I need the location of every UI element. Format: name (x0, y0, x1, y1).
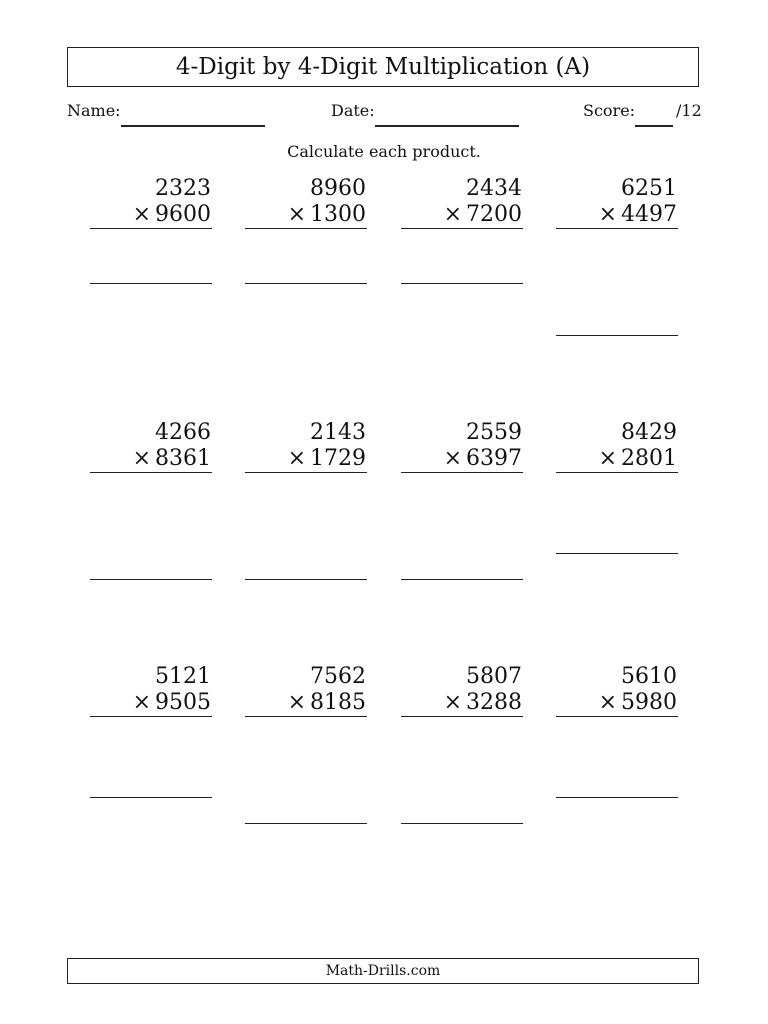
times-sign: × (598, 202, 617, 227)
multiplicand: 8960 (310, 176, 366, 201)
times-sign: × (132, 446, 151, 471)
problem-5 (90, 420, 212, 660)
instructions: Calculate each product. (287, 142, 481, 161)
multiplier-line (599, 202, 677, 228)
score-total: /12 (676, 101, 702, 120)
multiplicand: 5121 (155, 664, 211, 689)
date-line[interactable] (375, 125, 519, 127)
answer-line[interactable] (90, 797, 212, 798)
problem-1 (90, 176, 212, 416)
multiplier: 4497 (621, 202, 677, 227)
worksheet-title: 4-Digit by 4-Digit Multiplication (A) (67, 47, 699, 87)
answer-line[interactable] (245, 283, 367, 284)
multiplier-line (133, 446, 211, 472)
answer-line[interactable] (556, 797, 678, 798)
multiplier: 5980 (621, 690, 677, 715)
footer-credit: Math-Drills.com (67, 958, 699, 984)
problem-2 (245, 176, 367, 416)
multiplicand: 7562 (310, 664, 366, 689)
answer-line[interactable] (556, 553, 678, 554)
answer-line[interactable] (90, 579, 212, 580)
times-sign: × (132, 202, 151, 227)
times-sign: × (132, 690, 151, 715)
multiplicand: 2559 (466, 420, 522, 445)
product-rule (90, 716, 212, 717)
multiplier: 6397 (466, 446, 522, 471)
name-line[interactable] (121, 125, 265, 127)
multiplicand: 2434 (466, 176, 522, 201)
product-rule (401, 716, 523, 717)
multiplier-line (599, 690, 677, 716)
problem-11 (401, 664, 523, 904)
product-rule (245, 472, 367, 473)
multiplier-line (444, 690, 522, 716)
multiplier-line (133, 202, 211, 228)
multiplier-line (444, 202, 522, 228)
multiplier: 7200 (466, 202, 522, 227)
product-rule (401, 472, 523, 473)
times-sign: × (443, 202, 462, 227)
multiplier: 1729 (310, 446, 366, 471)
date-label: Date: (331, 101, 375, 120)
answer-line[interactable] (401, 823, 523, 824)
product-rule (401, 228, 523, 229)
multiplicand: 2143 (310, 420, 366, 445)
multiplier-line (288, 690, 366, 716)
times-sign: × (443, 446, 462, 471)
multiplicand: 8429 (621, 420, 677, 445)
multiplicand: 5807 (466, 664, 522, 689)
times-sign: × (443, 690, 462, 715)
multiplier: 2801 (621, 446, 677, 471)
times-sign: × (598, 690, 617, 715)
multiplier: 3288 (466, 690, 522, 715)
answer-line[interactable] (90, 283, 212, 284)
multiplicand: 2323 (155, 176, 211, 201)
product-rule (556, 228, 678, 229)
problem-4 (556, 176, 678, 416)
score-line[interactable] (635, 125, 673, 127)
product-rule (245, 228, 367, 229)
product-rule (556, 472, 678, 473)
times-sign: × (598, 446, 617, 471)
score-label: Score: (583, 101, 636, 120)
multiplier: 8185 (310, 690, 366, 715)
answer-line[interactable] (556, 335, 678, 336)
times-sign: × (287, 690, 306, 715)
product-rule (90, 472, 212, 473)
product-rule (556, 716, 678, 717)
multiplier: 1300 (310, 202, 366, 227)
times-sign: × (287, 202, 306, 227)
multiplier-line (599, 446, 677, 472)
times-sign: × (287, 446, 306, 471)
problem-10 (245, 664, 367, 904)
multiplier: 9505 (155, 690, 211, 715)
multiplier: 9600 (155, 202, 211, 227)
answer-line[interactable] (401, 579, 523, 580)
product-rule (245, 716, 367, 717)
problem-3 (401, 176, 523, 416)
answer-line[interactable] (245, 823, 367, 824)
multiplier-line (133, 690, 211, 716)
product-rule (90, 228, 212, 229)
multiplier: 8361 (155, 446, 211, 471)
name-label: Name: (67, 101, 121, 120)
problem-6 (245, 420, 367, 660)
multiplier-line (288, 202, 366, 228)
multiplier-line (288, 446, 366, 472)
problem-8 (556, 420, 678, 660)
multiplicand: 5610 (621, 664, 677, 689)
problem-12 (556, 664, 678, 904)
multiplier-line (444, 446, 522, 472)
problem-9 (90, 664, 212, 904)
answer-line[interactable] (401, 283, 523, 284)
answer-line[interactable] (245, 579, 367, 580)
problem-7 (401, 420, 523, 660)
multiplicand: 6251 (621, 176, 677, 201)
multiplicand: 4266 (155, 420, 211, 445)
